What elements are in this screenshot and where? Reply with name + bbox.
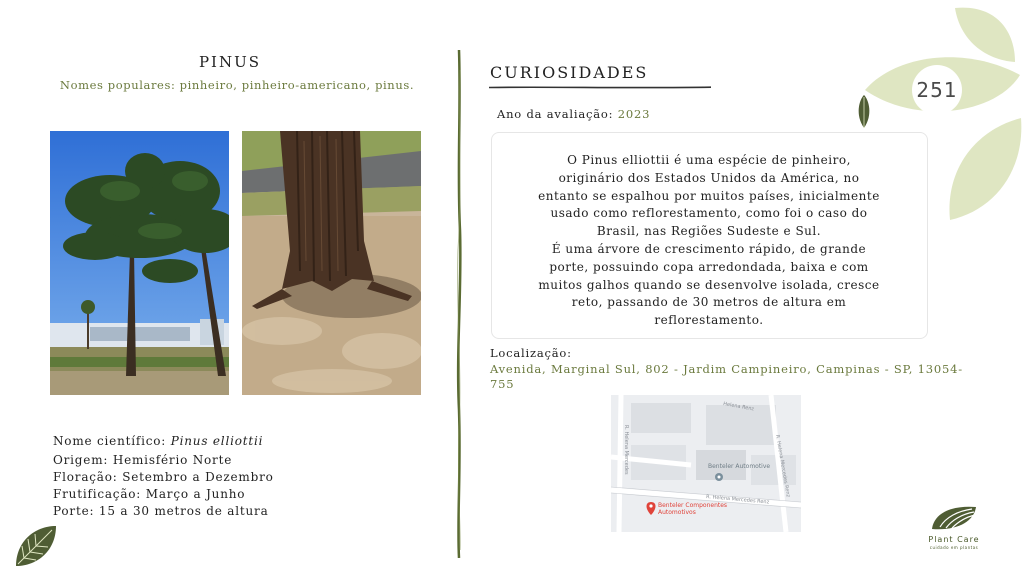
pine-trees-photo	[50, 131, 229, 395]
description-line: Brasil, nas Regiões Sudeste e Sul.	[596, 224, 822, 239]
origin: Origem: Hemisfério Norte	[53, 453, 233, 467]
pine-trunk-photo	[242, 131, 421, 395]
plant-facts	[53, 433, 274, 520]
description-line: O Pinus elliottii é uma espécie de pinheiro,	[567, 153, 851, 167]
evaluation-year	[497, 107, 650, 121]
description-line: reto, passando de 30 metros de altura em	[571, 295, 847, 310]
street-label: R. Helena Mercedes	[623, 425, 629, 475]
page-number: 251	[916, 78, 958, 102]
street-label: R. Helena Mercedes Renz	[774, 434, 791, 498]
description-line: originário dos Estados Unidos da América, no	[558, 170, 860, 185]
fruiting: Frutificação: Março a Junho	[53, 487, 246, 501]
street-label: Helena Renz	[722, 401, 755, 413]
description-line: usado como reflorestamento, como foi o caso do	[550, 206, 868, 221]
leaf-icon	[12, 522, 60, 570]
popular-names: Nomes populares: pinheiro, pinheiro-americano, pinus.	[59, 78, 415, 92]
year-label: Ano da avaliação:	[497, 107, 618, 121]
description-line: muitos galhos quando se desenvolve isolada, cresce	[538, 277, 880, 292]
map-label-automotive: Benteler Automotive	[708, 463, 771, 470]
location-label: Localização:	[490, 346, 572, 360]
decorative-leaves-icon	[855, 0, 1024, 230]
year-value: 2023	[617, 107, 651, 121]
description-line: porte, possuindo copa arredondada, baixa e com	[549, 259, 869, 274]
scientific-name	[53, 433, 274, 450]
brand-name: Plant Care	[928, 535, 980, 544]
divider-line	[452, 50, 466, 558]
map-label-components: Benteler Componentes	[658, 502, 728, 509]
location-map[interactable]	[611, 395, 801, 532]
plant-title: PINUS	[198, 53, 262, 71]
description-line: reflorestamento.	[654, 313, 764, 328]
street-label: R. Helena Mercedes Renz	[705, 494, 770, 506]
size: Porte: 15 a 30 metros de altura	[53, 504, 269, 518]
description-line: entanto se espalhou por muitos países, inicialmente	[538, 188, 880, 203]
description-text	[507, 152, 911, 330]
location-address: Avenida, Marginal Sul, 802 - Jardim Campineiro, Campinas - SP, 13054-755	[490, 362, 963, 391]
scientific-name-label: Nome científico:	[53, 434, 171, 448]
brand-logo-icon	[930, 503, 980, 533]
curiosities-title: CURIOSIDADES	[490, 63, 649, 82]
scientific-name-value: Pinus elliottii	[170, 434, 264, 448]
brand-tagline: cuidado em plantas	[929, 545, 979, 550]
title-underline	[489, 86, 711, 89]
map-pin-icon[interactable]	[715, 473, 723, 481]
description-line: É uma árvore de crescimento rápido, de grande	[551, 241, 867, 256]
small-leaf-icon	[859, 95, 870, 128]
flowering: Floração: Setembro a Dezembro	[53, 470, 274, 484]
map-label-components-2: Automotivos	[658, 509, 696, 516]
